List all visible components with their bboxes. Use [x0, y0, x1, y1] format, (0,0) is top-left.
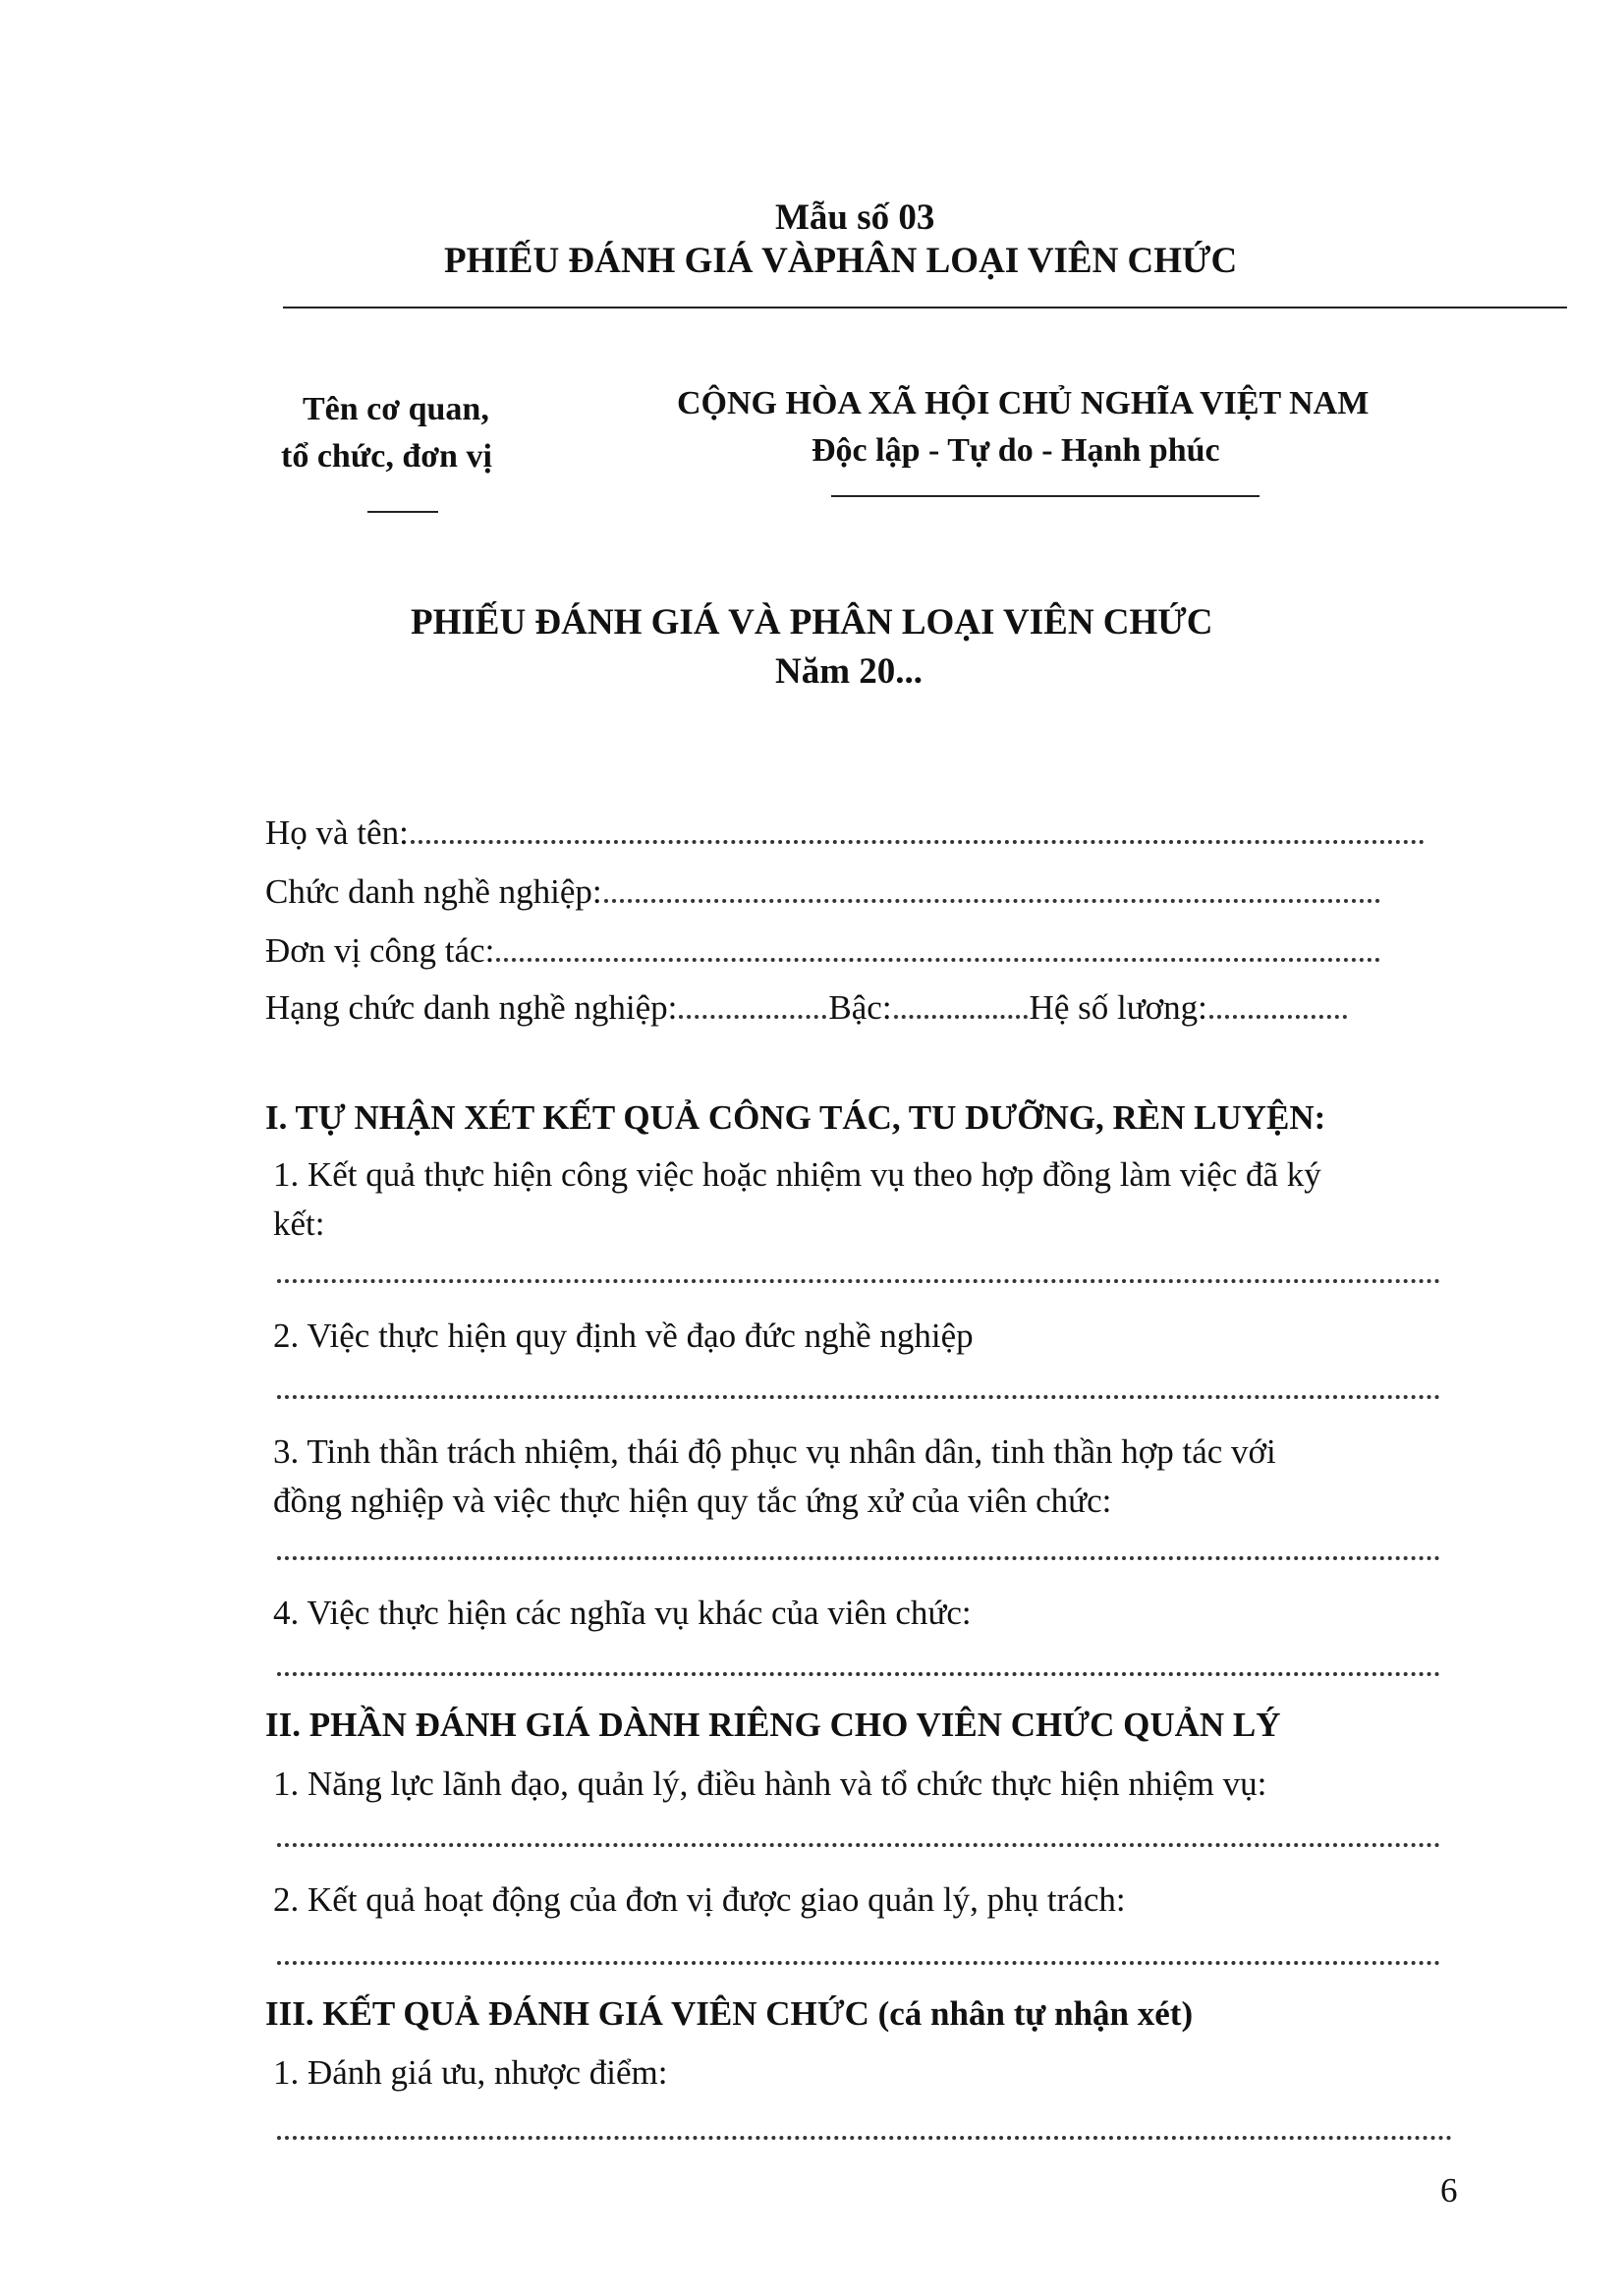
- section3-item1-answer[interactable]: [277, 2136, 1452, 2140]
- field-rank-label: Hạng chức danh nghề nghiệp:: [265, 988, 678, 1027]
- section1-item3-answer[interactable]: [277, 1556, 1440, 1560]
- field-job-title: [265, 872, 1382, 912]
- section1-item3-line2: đồng nghiệp và việc thực hiện quy tắc ứng xử của viên chức:: [273, 1482, 1112, 1520]
- section3-item1: 1. Đánh giá ưu, nhược điểm:: [273, 2053, 668, 2092]
- national-title: CỘNG HÒA XÃ HỘI CHỦ NGHĨA VIỆT NAM: [677, 385, 1370, 421]
- motto-underline: [831, 495, 1260, 497]
- page-number: 6: [1440, 2171, 1458, 2210]
- agency-underline: [367, 511, 438, 513]
- section2-item1-answer[interactable]: [277, 1843, 1440, 1847]
- field-full-name: [265, 813, 1427, 853]
- agency-line1: Tên cơ quan,: [303, 391, 489, 427]
- form-number: Mẫu số 03: [775, 197, 935, 238]
- section1-heading: I. TỰ NHẬN XÉT KẾT QUẢ CÔNG TÁC, TU DƯỠNG, RÈN LUYỆN:: [265, 1098, 1326, 1137]
- section1-item4-answer[interactable]: [277, 1672, 1440, 1676]
- section1-item2-answer[interactable]: [277, 1395, 1440, 1399]
- field-rank-row: [265, 988, 1349, 1028]
- section2-heading: II. PHẦN ĐÁNH GIÁ DÀNH RIÊNG CHO VIÊN CHỨC QUẢN LÝ: [265, 1706, 1281, 1744]
- section3-heading-main: III. KẾT QUẢ ĐÁNH GIÁ VIÊN CHỨC: [265, 1994, 869, 2033]
- agency-line2: tổ chức, đơn vị: [281, 438, 492, 475]
- field-work-unit-fill[interactable]: [496, 958, 1380, 962]
- field-work-unit: [265, 931, 1382, 971]
- document-year: Năm 20...: [775, 651, 924, 692]
- section1-item1-line2: kết:: [273, 1204, 325, 1243]
- field-job-title-label: Chức danh nghề nghiệp:: [265, 872, 602, 911]
- section3-heading: [265, 1994, 1193, 2034]
- field-salary-label: Hệ số lương:: [1029, 988, 1207, 1027]
- section2-item2: 2. Kết quả hoạt động của đơn vị được giao quản lý, phụ trách:: [273, 1880, 1126, 1919]
- national-motto: Độc lập - Tự do - Hạnh phúc: [812, 432, 1220, 469]
- field-job-title-fill[interactable]: [604, 899, 1380, 903]
- field-full-name-fill[interactable]: [411, 840, 1425, 844]
- field-grade-fill[interactable]: [894, 1015, 1028, 1019]
- field-full-name-label: Họ và tên:: [265, 813, 409, 852]
- field-grade-label: Bậc:: [828, 988, 892, 1027]
- form-heading: PHIẾU ĐÁNH GIÁ VÀPHÂN LOẠI VIÊN CHỨC: [444, 241, 1238, 281]
- section3-heading-note: (cá nhân tự nhận xét): [877, 1994, 1194, 2033]
- document-title: PHIẾU ĐÁNH GIÁ VÀ PHÂN LOẠI VIÊN CHỨC: [411, 602, 1213, 643]
- section2-item2-answer[interactable]: [277, 1961, 1440, 1965]
- field-salary-fill[interactable]: [1209, 1015, 1347, 1019]
- section1-item1-answer[interactable]: [277, 1279, 1440, 1283]
- header-divider: [283, 307, 1567, 308]
- field-rank-fill[interactable]: [679, 1015, 826, 1019]
- section1-item2: 2. Việc thực hiện quy định về đạo đức nghề nghiệp: [273, 1316, 974, 1355]
- section2-item1: 1. Năng lực lãnh đạo, quản lý, điều hành và tổ chức thực hiện nhiệm vụ:: [273, 1764, 1267, 1803]
- section1-item1-line1: 1. Kết quả thực hiện công việc hoặc nhiệm vụ theo hợp đồng làm việc đã ký: [273, 1155, 1321, 1194]
- section1-item4: 4. Việc thực hiện các nghĩa vụ khác của viên chức:: [273, 1594, 972, 1632]
- section1-item3-line1: 3. Tinh thần trách nhiệm, thái độ phục vụ nhân dân, tinh thần hợp tác với: [273, 1432, 1276, 1471]
- field-work-unit-label: Đơn vị công tác:: [265, 931, 495, 970]
